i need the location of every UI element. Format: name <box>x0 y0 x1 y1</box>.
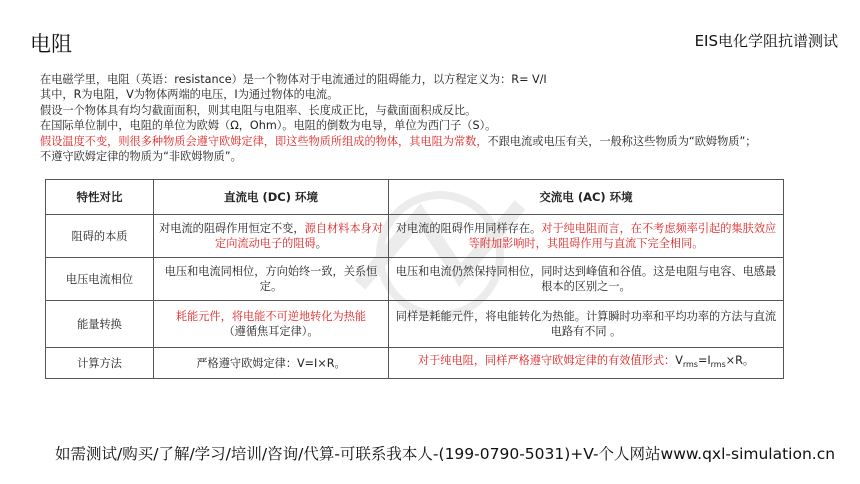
dc-cell <box>154 301 389 348</box>
header-subtitle: EIS电化学阻抗谱测试 <box>694 32 838 50</box>
table-header-row <box>46 180 784 215</box>
page-title: 电阻 <box>30 32 72 56</box>
table-row <box>46 215 784 258</box>
ac-cell: 同样是耗能元件，将电能转化为热能。计算瞬时功率和平均功率的方法与直流电路有不同 。 <box>389 301 784 348</box>
intro-line: 假设一个物体具有均匀截面面积，则其电阻与电阻率、长度成正比，与截面面积成反比。 <box>40 103 477 117</box>
header-ac: 交流电 (AC) 环境 <box>389 180 784 215</box>
intro-line: 在电磁学里，电阻（英语：resistance）是一个物体对于电流通过的阻碍能力，以方程定义为：R= V/I <box>40 73 547 86</box>
footer-contact: 如需测试/购买/了解/学习/培训/咨询/代算-可联系我本人-(199-0790-5031)+V-个人网站www.qxl-simulation.cn <box>55 445 836 463</box>
ac-cell <box>389 348 784 379</box>
header-feature: 特性对比 <box>46 180 154 215</box>
table-row <box>46 301 784 348</box>
cell-highlight: 耗能元件，将电能不可逆地转化为热能 <box>175 310 367 323</box>
header-dc: 直流电 (DC) 环境 <box>154 180 389 215</box>
cell-highlight: 对于纯电阻，同样严格遵守欧姆定律的有效值形式： <box>417 354 676 368</box>
cell-text: 对电流的阻碍作用同样存在。 <box>395 222 542 235</box>
intro-text <box>40 72 840 164</box>
table-row <box>46 258 784 301</box>
formula: $V_{rms}=I_{rms}\times R$。 <box>675 354 755 370</box>
cell-text: 对电流的阻碍作用恒定不变， <box>159 222 305 235</box>
cell-highlight: 对于纯电阻而言，在不考虑频率引起的集肤效应等附加影响时，其阻碍作用与直流下完全相同。 <box>468 222 777 250</box>
intro-line-rest: 不跟电流或电压有关，一般称这些物质为“欧姆物质”； <box>487 134 757 148</box>
intro-highlight: 假设温度不变，则很多种物质会遵守欧姆定律，即这些物质所组成的物体，其电阻为常数， <box>40 134 488 148</box>
feature-cell: 电压电流相位 <box>46 258 154 301</box>
cell-text: 。 <box>315 237 327 250</box>
feature-cell: 计算方法 <box>46 348 154 379</box>
table-row <box>46 348 784 379</box>
dc-cell: 电压和电流同相位，方向始终一致，关系恒定。 <box>154 258 389 301</box>
intro-line: 在国际单位制中，电阻的单位为欧姆（Ω，Ohm）。电阻的倒数为电导，单位为西门子（S）。 <box>40 119 497 133</box>
comparison-table <box>45 179 784 379</box>
intro-line: 不遵守欧姆定律的物质为“非欧姆物质”。 <box>40 150 242 164</box>
dc-cell <box>154 215 389 258</box>
dc-cell: 严格遵守欧姆定律：V=I×R。 <box>154 348 389 379</box>
feature-cell: 阻碍的本质 <box>46 215 154 258</box>
intro-line: 其中，R为电阻，V为物体两端的电压，I为通过物体的电流。 <box>40 88 339 102</box>
cell-text: （遵循焦耳定律）。 <box>223 325 319 338</box>
intro-line <box>40 134 840 149</box>
ac-cell <box>389 215 784 258</box>
cell-highlight: 源自材料本身对定向流动电子的阻碍 <box>215 222 383 250</box>
feature-cell: 能量转换 <box>46 301 154 348</box>
ac-cell: 电压和电流仍然保持同相位，同时达到峰值和谷值。这是电阻与电容、电感最根本的区别之一。 <box>389 258 784 301</box>
